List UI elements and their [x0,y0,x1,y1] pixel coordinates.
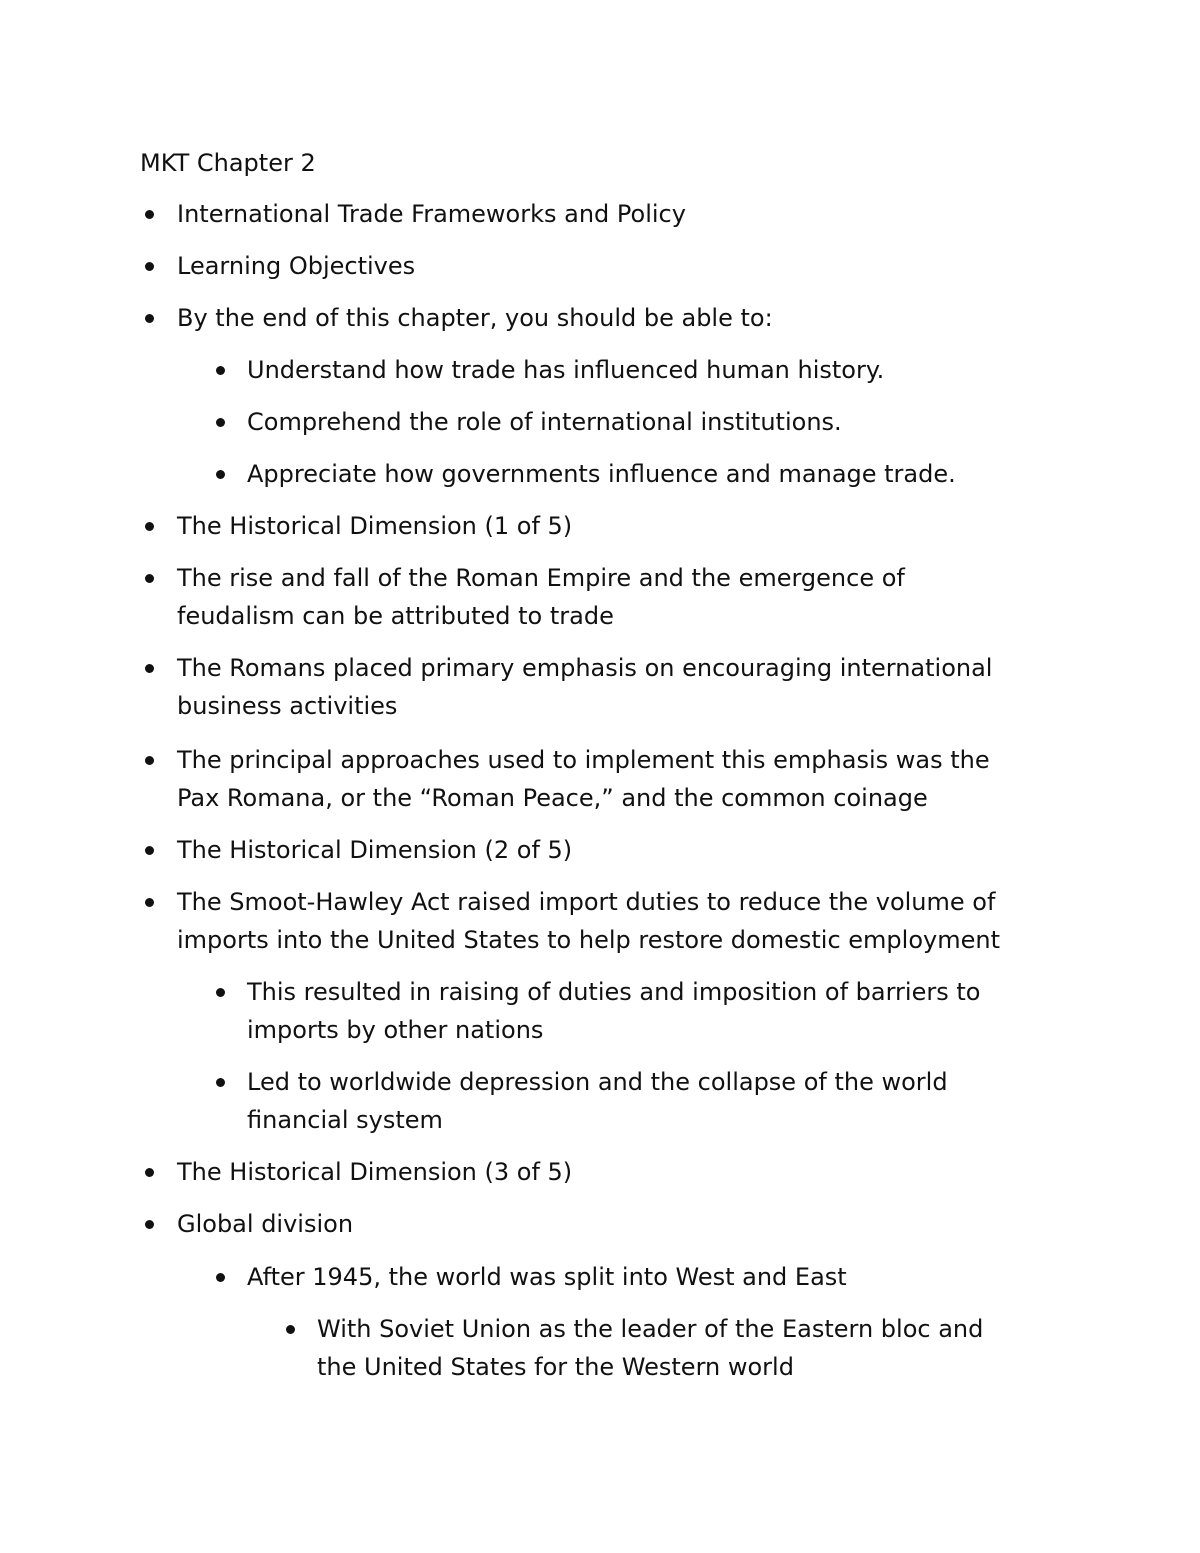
list-item-text: International Trade Frameworks and Policy [177,200,686,228]
list-item [247,973,980,1049]
bullet-icon [145,1220,154,1229]
list-item-text: Understand how trade has influenced human history. [247,356,885,384]
list-item-text: The Historical Dimension (2 of 5) [177,836,573,864]
list-item-text: financial system [247,1106,443,1134]
bullet-icon [145,846,154,855]
list-item-text: By the end of this chapter, you should be able to: [177,304,773,332]
list-item [177,195,686,233]
list-item [247,403,842,441]
list-item-text: imports into the United States to help restore domestic employment [177,926,1000,954]
list-item [177,247,415,285]
list-item [177,741,990,817]
list-item-text: The Romans placed primary emphasis on encouraging international [177,654,993,682]
bullet-icon [145,664,154,673]
list-item [177,559,905,635]
list-item-text: Pax Romana, or the “Roman Peace,” and the common coinage [177,784,928,812]
list-item-text: After 1945, the world was split into West and East [247,1263,847,1291]
bullet-icon [145,574,154,583]
bullet-icon [145,522,154,531]
list-item-text: feudalism can be attributed to trade [177,602,614,630]
list-item [177,649,992,725]
list-item [247,455,956,493]
list-item [247,1063,948,1139]
list-item-text: Comprehend the role of international institutions. [247,408,842,436]
bullet-icon [286,1325,295,1334]
list-item [317,1310,983,1386]
list-item-text: Global division [177,1210,354,1238]
list-item [177,883,1000,959]
bullet-icon [145,756,154,765]
bullet-icon [216,988,225,997]
list-item-text: business activities [177,692,398,720]
list-item-text: The Historical Dimension (3 of 5) [177,1158,573,1186]
list-item-text: imports by other nations [247,1016,544,1044]
bullet-icon [216,418,225,427]
list-item [247,1258,847,1296]
bullet-icon [216,366,225,375]
bullet-icon [145,314,154,323]
list-item [177,1205,353,1243]
list-item-text: Appreciate how governments influence and manage trade. [247,460,956,488]
bullet-icon [216,1273,225,1282]
list-item [247,351,884,389]
list-item-text: The principal approaches used to implement this emphasis was the [177,746,990,774]
list-item-text: The Smoot-Hawley Act raised import duties to reduce the volume of [177,888,996,916]
list-item-text: Led to worldwide depression and the collapse of the world [247,1068,948,1096]
bullet-icon [145,210,154,219]
list-item-text: With Soviet Union as the leader of the Eastern bloc and [317,1315,984,1343]
list-item-text: The rise and fall of the Roman Empire and the emergence of [177,564,905,592]
list-item-text: This resulted in raising of duties and imposition of barriers to [247,978,981,1006]
list-item [177,507,572,545]
list-item [177,299,773,337]
list-item-text: Learning Objectives [177,252,416,280]
bullet-icon [145,898,154,907]
list-item-text: the United States for the Western world [317,1353,794,1381]
bullet-icon [216,1078,225,1087]
list-item-text: The Historical Dimension (1 of 5) [177,512,573,540]
bullet-icon [145,1168,154,1177]
list-item [177,1153,572,1191]
bullet-icon [145,262,154,271]
document-title: MKT Chapter 2 [140,149,316,177]
bullet-icon [216,470,225,479]
list-item [177,831,572,869]
